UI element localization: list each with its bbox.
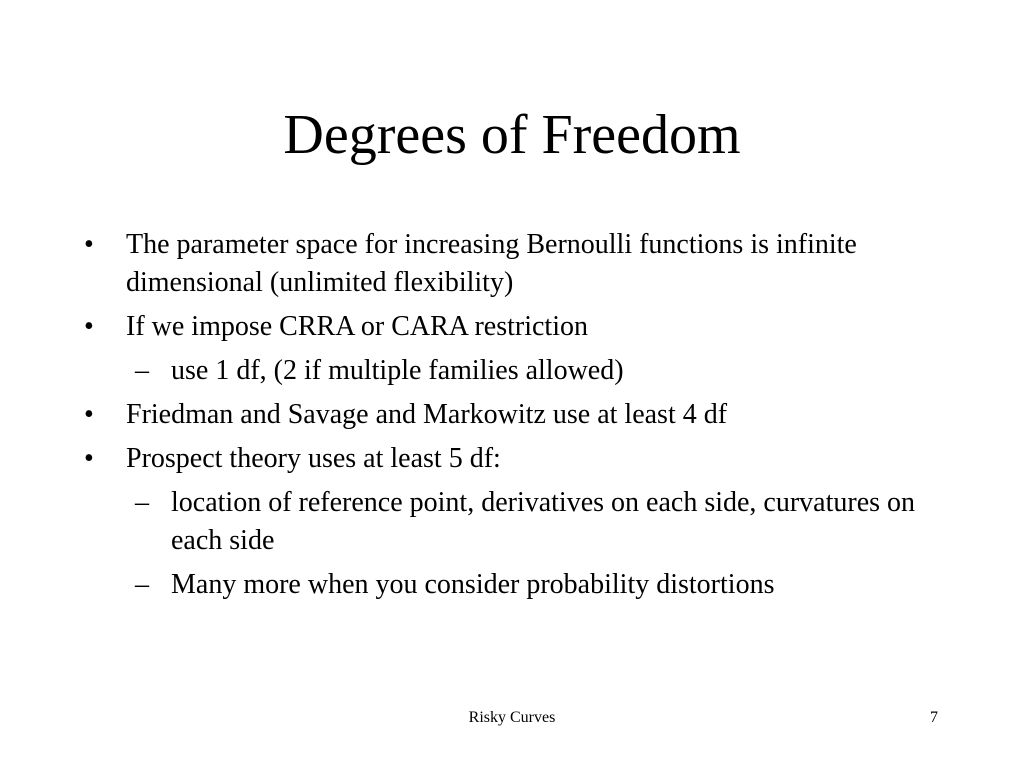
bullet-item bbox=[84, 226, 924, 302]
bullet-marker: • bbox=[84, 311, 94, 342]
bullet-text: The parameter space for increasing Bernoulli functions is infinite dimensional (unlimited flexibility) bbox=[126, 229, 857, 298]
bullet-text: If we impose CRRA or CARA restriction bbox=[126, 311, 588, 342]
sub-bullet-text: location of reference point, derivatives on each side, curvatures on each side bbox=[171, 487, 916, 556]
bullet-text: Prospect theory uses at least 5 df: bbox=[126, 443, 501, 474]
slide-body bbox=[84, 226, 924, 610]
page-number: 7 bbox=[930, 709, 938, 726]
sub-bullet-text: Many more when you consider probability distortions bbox=[171, 569, 775, 600]
dash-marker: – bbox=[135, 355, 149, 386]
bullet-marker: • bbox=[84, 229, 94, 260]
slide-title: Degrees of Freedom bbox=[283, 104, 741, 166]
bullet-marker: • bbox=[84, 399, 94, 430]
sub-bullet-item bbox=[84, 566, 924, 604]
dash-marker: – bbox=[135, 569, 149, 600]
sub-bullet-item bbox=[84, 352, 924, 390]
dash-marker: – bbox=[135, 487, 149, 518]
bullet-marker: • bbox=[84, 443, 94, 474]
bullet-text: Friedman and Savage and Markowitz use at least 4 df bbox=[126, 399, 728, 430]
bullet-item bbox=[84, 396, 924, 434]
bullet-item bbox=[84, 440, 924, 478]
sub-bullet-text: use 1 df, (2 if multiple families allowed) bbox=[171, 355, 624, 386]
sub-bullet-item bbox=[84, 484, 924, 560]
bullet-item bbox=[84, 308, 924, 346]
footer-title: Risky Curves bbox=[468, 709, 556, 726]
